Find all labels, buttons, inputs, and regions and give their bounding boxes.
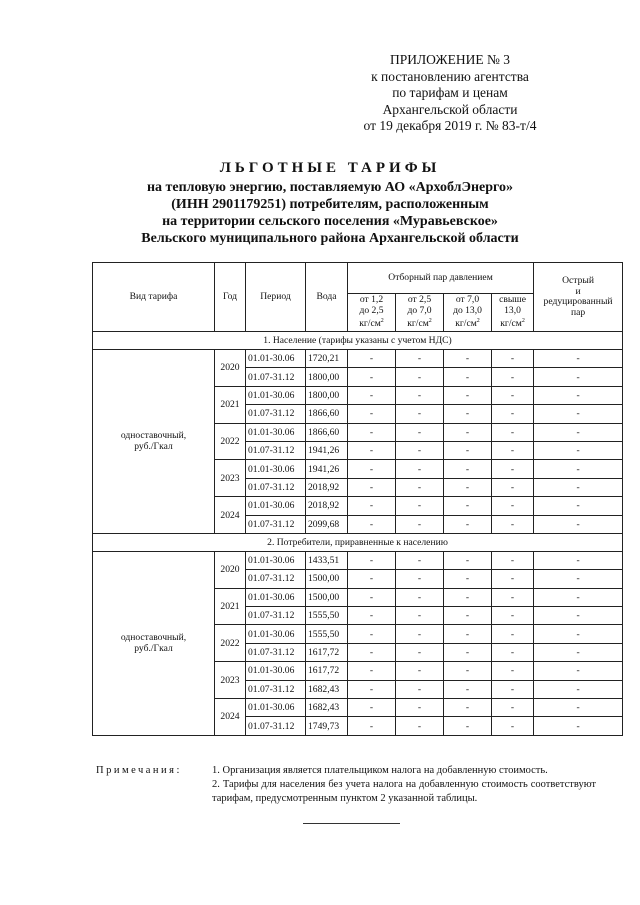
dash-cell: - bbox=[444, 478, 492, 496]
year-cell: 2022 bbox=[215, 423, 246, 460]
year-cell: 2022 bbox=[215, 625, 246, 662]
section-title: 2. Потребители, приравненные к населению bbox=[93, 533, 623, 551]
water-tariff-cell: 1555,50 bbox=[306, 607, 348, 625]
dash-cell: - bbox=[534, 441, 623, 459]
dash-cell: - bbox=[348, 405, 396, 423]
period-cell: 01.01-30.06 bbox=[246, 699, 306, 717]
dash-cell: - bbox=[348, 662, 396, 680]
dash-cell: - bbox=[396, 405, 444, 423]
dash-cell: - bbox=[348, 570, 396, 588]
period-cell: 01.01-30.06 bbox=[246, 588, 306, 606]
dash-cell: - bbox=[534, 551, 623, 569]
dash-cell: - bbox=[396, 423, 444, 441]
dash-cell: - bbox=[396, 386, 444, 404]
dash-cell: - bbox=[492, 423, 534, 441]
dash-cell: - bbox=[534, 717, 623, 735]
dash-cell: - bbox=[396, 368, 444, 386]
dash-cell: - bbox=[396, 478, 444, 496]
dash-cell: - bbox=[396, 607, 444, 625]
dash-cell: - bbox=[492, 441, 534, 459]
appendix-line: Архангельской области bbox=[382, 101, 518, 117]
dash-cell: - bbox=[396, 588, 444, 606]
dash-cell: - bbox=[396, 625, 444, 643]
period-cell: 01.01-30.06 bbox=[246, 662, 306, 680]
dash-cell: - bbox=[534, 350, 623, 368]
water-tariff-cell: 1682,43 bbox=[306, 680, 348, 698]
dash-cell: - bbox=[396, 350, 444, 368]
dash-cell: - bbox=[492, 460, 534, 478]
water-tariff-cell: 1617,72 bbox=[306, 643, 348, 661]
dash-cell: - bbox=[444, 350, 492, 368]
water-tariff-cell: 1866,60 bbox=[306, 423, 348, 441]
water-tariff-cell: 1941,26 bbox=[306, 460, 348, 478]
water-tariff-cell: 1682,43 bbox=[306, 699, 348, 717]
dash-cell: - bbox=[492, 368, 534, 386]
title-main: ЛЬГОТНЫЕ ТАРИФЫ bbox=[219, 160, 441, 176]
dash-cell: - bbox=[492, 515, 534, 533]
dash-cell: - bbox=[444, 460, 492, 478]
section-title: 1. Население (тарифы указаны с учетом НДС) bbox=[93, 332, 623, 350]
dash-cell: - bbox=[534, 515, 623, 533]
dash-cell: - bbox=[444, 386, 492, 404]
appendix-line: ПРИЛОЖЕНИЕ № 3 bbox=[389, 52, 511, 67]
dash-cell: - bbox=[492, 699, 534, 717]
period-cell: 01.07-31.12 bbox=[246, 570, 306, 588]
notes-label: Примечания: bbox=[96, 765, 182, 776]
title-line: (ИНН 2901179251) потребителям, расположенным bbox=[171, 197, 489, 212]
dash-cell: - bbox=[348, 386, 396, 404]
dash-cell: - bbox=[534, 625, 623, 643]
period-cell: 01.07-31.12 bbox=[246, 643, 306, 661]
dash-cell: - bbox=[492, 643, 534, 661]
dash-cell: - bbox=[534, 386, 623, 404]
dash-cell: - bbox=[534, 423, 623, 441]
header-sharp-l4: пар bbox=[570, 306, 586, 318]
dash-cell: - bbox=[348, 680, 396, 698]
year-cell: 2020 bbox=[215, 551, 246, 588]
dash-cell: - bbox=[348, 460, 396, 478]
dash-cell: - bbox=[534, 699, 623, 717]
dash-cell: - bbox=[444, 515, 492, 533]
dash-cell: - bbox=[348, 368, 396, 386]
dash-cell: - bbox=[534, 460, 623, 478]
water-tariff-cell: 1941,26 bbox=[306, 441, 348, 459]
year-cell: 2024 bbox=[215, 497, 246, 534]
note-item: 2. Тарифы для населения без учета налога на добавленную стоимость соответствуют тарифам, предусмотренным пунктом 2 указанной таблицы. bbox=[212, 779, 596, 804]
water-tariff-cell: 1433,51 bbox=[306, 551, 348, 569]
document-title bbox=[60, 160, 600, 247]
water-tariff-cell: 1749,73 bbox=[306, 717, 348, 735]
dash-cell: - bbox=[396, 643, 444, 661]
dash-cell: - bbox=[492, 551, 534, 569]
dash-cell: - bbox=[492, 350, 534, 368]
dash-cell: - bbox=[492, 680, 534, 698]
year-cell: 2024 bbox=[215, 699, 246, 736]
dash-cell: - bbox=[444, 625, 492, 643]
year-cell: 2020 bbox=[215, 350, 246, 387]
period-cell: 01.01-30.06 bbox=[246, 386, 306, 404]
dash-cell: - bbox=[396, 441, 444, 459]
water-tariff-cell: 1555,50 bbox=[306, 625, 348, 643]
dash-cell: - bbox=[444, 441, 492, 459]
tariff-type: одноставочный, руб./Гкал bbox=[93, 350, 215, 534]
water-tariff-cell: 1866,60 bbox=[306, 405, 348, 423]
year-cell: 2021 bbox=[215, 588, 246, 625]
dash-cell: - bbox=[534, 570, 623, 588]
period-cell: 01.07-31.12 bbox=[246, 607, 306, 625]
period-cell: 01.07-31.12 bbox=[246, 368, 306, 386]
dash-cell: - bbox=[444, 717, 492, 735]
water-tariff-cell: 2018,92 bbox=[306, 497, 348, 515]
dash-cell: - bbox=[534, 497, 623, 515]
dash-cell: - bbox=[348, 625, 396, 643]
dash-cell: - bbox=[492, 717, 534, 735]
water-tariff-cell: 1800,00 bbox=[306, 386, 348, 404]
tariff-type: одноставочный, руб./Гкал bbox=[93, 551, 215, 735]
header-sharp-steam bbox=[534, 263, 623, 332]
header-sharp-l2: и bbox=[575, 285, 581, 297]
water-tariff-cell: 1617,72 bbox=[306, 662, 348, 680]
dash-cell: - bbox=[348, 607, 396, 625]
dash-cell: - bbox=[348, 643, 396, 661]
dash-cell: - bbox=[492, 478, 534, 496]
dash-cell: - bbox=[396, 497, 444, 515]
water-tariff-cell: 1500,00 bbox=[306, 588, 348, 606]
closing-rule bbox=[303, 823, 400, 824]
header-sharp-l3: редуцированный bbox=[543, 296, 613, 307]
dash-cell: - bbox=[492, 497, 534, 515]
dash-cell: - bbox=[444, 551, 492, 569]
dash-cell: - bbox=[396, 570, 444, 588]
period-cell: 01.07-31.12 bbox=[246, 680, 306, 698]
header-tariff-type: Вид тарифа bbox=[93, 263, 215, 332]
dash-cell: - bbox=[396, 699, 444, 717]
dash-cell: - bbox=[492, 607, 534, 625]
appendix-line: от 19 декабря 2019 г. № 83-т/4 bbox=[363, 118, 537, 133]
dash-cell: - bbox=[396, 662, 444, 680]
period-cell: 01.07-31.12 bbox=[246, 515, 306, 533]
dash-cell: - bbox=[444, 368, 492, 386]
title-line: Вельского муниципального района Архангельской области bbox=[141, 231, 519, 246]
dash-cell: - bbox=[534, 368, 623, 386]
appendix-line: к постановлению агентства bbox=[371, 68, 529, 84]
dash-cell: - bbox=[534, 607, 623, 625]
dash-cell: - bbox=[444, 497, 492, 515]
dash-cell: - bbox=[348, 699, 396, 717]
dash-cell: - bbox=[348, 717, 396, 735]
dash-cell: - bbox=[444, 680, 492, 698]
appendix-line: по тарифам и ценам bbox=[392, 85, 508, 100]
dash-cell: - bbox=[444, 570, 492, 588]
dash-cell: - bbox=[534, 405, 623, 423]
dash-cell: - bbox=[396, 551, 444, 569]
dash-cell: - bbox=[444, 588, 492, 606]
header-year: Год bbox=[215, 263, 246, 332]
dash-cell: - bbox=[492, 662, 534, 680]
dash-cell: - bbox=[534, 662, 623, 680]
dash-cell: - bbox=[348, 497, 396, 515]
header-water: Вода bbox=[306, 263, 348, 332]
dash-cell: - bbox=[444, 643, 492, 661]
header-steam: Отборный пар давлением bbox=[348, 263, 534, 294]
dash-cell: - bbox=[396, 515, 444, 533]
header-sharp-l1: Острый bbox=[562, 275, 594, 286]
tariff-table bbox=[92, 262, 623, 736]
period-cell: 01.07-31.12 bbox=[246, 441, 306, 459]
period-cell: 01.01-30.06 bbox=[246, 423, 306, 441]
period-cell: 01.01-30.06 bbox=[246, 460, 306, 478]
year-cell: 2023 bbox=[215, 662, 246, 699]
period-cell: 01.01-30.06 bbox=[246, 551, 306, 569]
dash-cell: - bbox=[396, 717, 444, 735]
water-tariff-cell: 2099,68 bbox=[306, 515, 348, 533]
dash-cell: - bbox=[534, 478, 623, 496]
period-cell: 01.07-31.12 bbox=[246, 405, 306, 423]
year-cell: 2023 bbox=[215, 460, 246, 497]
dash-cell: - bbox=[444, 423, 492, 441]
dash-cell: - bbox=[348, 350, 396, 368]
dash-cell: - bbox=[534, 643, 623, 661]
dash-cell: - bbox=[396, 680, 444, 698]
header-period: Период bbox=[246, 263, 306, 332]
dash-cell: - bbox=[444, 662, 492, 680]
dash-cell: - bbox=[348, 551, 396, 569]
header-steam-range: от 7,0 до 13,0 $кг/см^2$ bbox=[444, 294, 492, 332]
dash-cell: - bbox=[444, 405, 492, 423]
dash-cell: - bbox=[492, 588, 534, 606]
table-row bbox=[93, 551, 623, 569]
water-tariff-cell: 1720,21 bbox=[306, 350, 348, 368]
appendix-block bbox=[330, 52, 570, 135]
dash-cell: - bbox=[348, 588, 396, 606]
dash-cell: - bbox=[348, 478, 396, 496]
dash-cell: - bbox=[396, 460, 444, 478]
header-steam-range: свыше 13,0 $кг/см^2$ bbox=[492, 294, 534, 332]
water-tariff-cell: 1500,00 bbox=[306, 570, 348, 588]
dash-cell: - bbox=[444, 607, 492, 625]
note-item: 1. Организация является плательщиком налога на добавленную стоимость. bbox=[212, 765, 548, 776]
period-cell: 01.01-30.06 bbox=[246, 625, 306, 643]
table-row bbox=[93, 350, 623, 368]
period-cell: 01.07-31.12 bbox=[246, 478, 306, 496]
period-cell: 01.07-31.12 bbox=[246, 717, 306, 735]
dash-cell: - bbox=[348, 441, 396, 459]
dash-cell: - bbox=[534, 680, 623, 698]
dash-cell: - bbox=[534, 588, 623, 606]
dash-cell: - bbox=[492, 386, 534, 404]
dash-cell: - bbox=[444, 699, 492, 717]
title-line: на территории сельского поселения «Муравьевское» bbox=[162, 214, 498, 229]
period-cell: 01.01-30.06 bbox=[246, 350, 306, 368]
header-steam-range: от 1,2 до 2,5 $кг/см^2$ bbox=[348, 294, 396, 332]
period-cell: 01.01-30.06 bbox=[246, 497, 306, 515]
water-tariff-cell: 1800,00 bbox=[306, 368, 348, 386]
title-line: на тепловую энергию, поставляемую АО «АрхоблЭнерго» bbox=[146, 180, 514, 195]
dash-cell: - bbox=[348, 423, 396, 441]
dash-cell: - bbox=[348, 515, 396, 533]
header-steam-range: от 2,5 до 7,0 $кг/см^2$ bbox=[396, 294, 444, 332]
water-tariff-cell: 2018,92 bbox=[306, 478, 348, 496]
dash-cell: - bbox=[492, 625, 534, 643]
dash-cell: - bbox=[492, 405, 534, 423]
dash-cell: - bbox=[492, 570, 534, 588]
year-cell: 2021 bbox=[215, 386, 246, 423]
